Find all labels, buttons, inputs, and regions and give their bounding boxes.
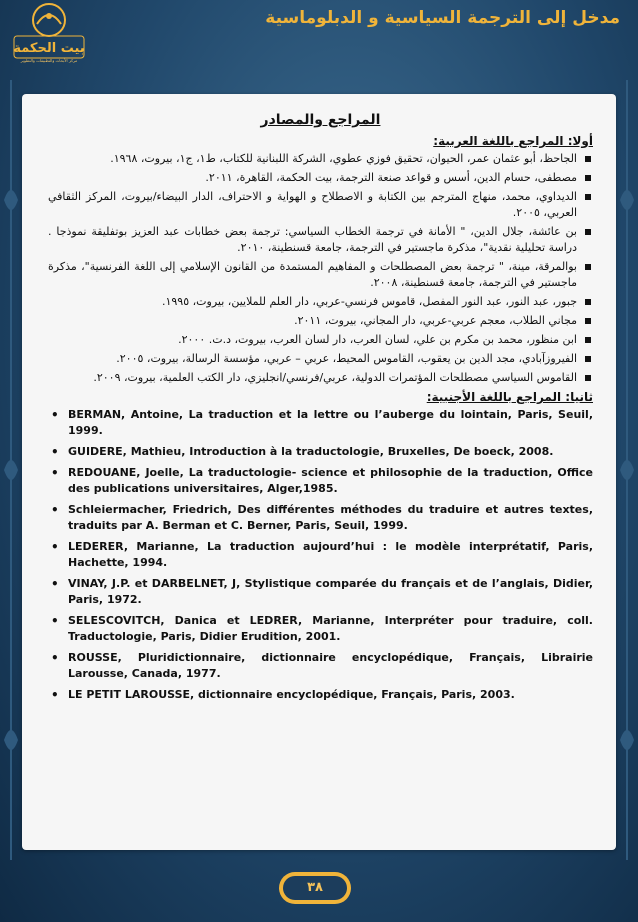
- foreign-reference-item: • Schleiermacher, Friedrich, Des différentes méthodes du traduire et autres textes, traduits par A. Berman et C. Berner, Paris, Seuil, 1999.: [48, 502, 593, 534]
- arabic-reference-item: مجاني الطلاب، معجم عربي-عربي، دار المجاني، بيروت، ٢٠١١.: [48, 313, 593, 329]
- section-title: المراجع والمصادر: [260, 112, 381, 128]
- page-number: ٣٨: [283, 876, 347, 900]
- logo-caption: مركز الأبحاث والتطبيقات والتطوير: [20, 58, 78, 63]
- document-page: [22, 94, 616, 850]
- foreign-reference-item: • ROUSSE, Pluridictionnaire, dictionnaire encyclopédique, Français, Librairie Larousse, Canada, 1977.: [48, 650, 593, 682]
- arabic-references-heading: أولا: المراجع باللغة العربية:: [433, 134, 593, 148]
- foreign-reference-item: • SELESCOVITCH, Danica et LEDRER, Marianne, Interpréter pour traduire, coll. Traductologie, Paris, Didier Erudition, 2001.: [48, 613, 593, 645]
- foreign-reference-item: • GUIDERE, Mathieu, Introduction à la traductologie, Bruxelles, De boeck, 2008.: [48, 444, 593, 460]
- foreign-reference-item: • BERMAN, Antoine, La traduction et la lettre ou l’auberge du lointain, Paris, Seuil, 1999.: [48, 407, 593, 439]
- foreign-reference-item: • REDOUANE, Joelle, La traductologie- science et philosophie de la traduction, Office des publications universitaires, Alger,1985.: [48, 465, 593, 497]
- page-number-badge: [279, 872, 351, 904]
- decorative-border-right: [616, 80, 638, 860]
- arabic-reference-item: القاموس السياسي مصطلحات المؤتمرات الدولية، عربي/فرنسي/انجليزي، دار الكتب العلمية، بيروت، ٢٠٠٩.: [48, 370, 593, 386]
- arabic-reference-item: الديداوي، محمد، منهاج المترجم بين الكتابة و الاصطلاح و الهواية و الاحتراف، الدار البيضاء/بيروت، المركز الثقافي العربي، ٢٠٠٥.: [48, 189, 593, 221]
- arabic-reference-item: مصطفى، حسام الدين، أسس و قواعد صنعة الترجمة، بيت الحكمة، القاهرة، ٢٠١١.: [48, 170, 593, 186]
- logo-text: بيت الحكمة: [13, 41, 85, 56]
- arabic-reference-item: ابن منظور، محمد بن مكرم بن علي، لسان العرب، دار لسان العرب، بيروت، د.ت. ٢٠٠٠.: [48, 332, 593, 348]
- foreign-reference-item: • LEDERER, Marianne, La traduction aujourd’hui : le modèle interprétatif, Paris, Hachette, 1994.: [48, 539, 593, 571]
- logo-emblem-icon: [6, 2, 92, 60]
- arabic-reference-item: الفيروزآبادي، مجد الدين بن يعقوب، القاموس المحيط، عربي – عربي، مؤسسة الرسالة، بيروت، ٢٠٠٥.: [48, 351, 593, 367]
- arabic-reference-item: جبور، عبد النور، عبد النور المفصل، قاموس فرنسي-عربي، دار العلم للملايين، بيروت، ١٩٩٥.: [48, 294, 593, 310]
- foreign-references-heading: ثانيا: المراجع باللغة الأجنبية:: [426, 390, 593, 404]
- foreign-references-list: [48, 407, 593, 703]
- foreign-reference-item: • LE PETIT LAROUSSE, dictionnaire encyclopédique, Français, Paris, 2003.: [48, 687, 593, 703]
- arabic-reference-item: بن عائشة، جلال الدين، " الأمانة في ترجمة الخطاب السياسي: ترجمة بعض خطابات عبد العزيز بوتفليقة نموذجا . دراسة تحليلية نقدية"، مذكرة ماجستير في الترجمة، جامعة قسنطينة، ٢٠١٠.: [48, 224, 593, 256]
- arabic-reference-item: الجاحظ، أبو عثمان عمر، الحيوان، تحقيق فوزي عطوي، الشركة اللبنانية للكتاب، ط١، ج١، بيروت، ١٩٦٨.: [48, 151, 593, 167]
- foreign-reference-item: • VINAY, J.P. et DARBELNET, J, Stylistique comparée du français et de l’anglais, Didier, Paris, 1972.: [48, 576, 593, 608]
- arabic-references-list: [48, 151, 593, 386]
- document-content: [48, 112, 593, 708]
- arabic-reference-item: بوالمرقة، مينة، " ترجمة بعض المصطلحات و المفاهيم المستمدة من القانون الإسلامي إلى اللغة الفرنسية"، مذكرة ماجستير في الترجمة، جامعة قسنطينة، ٢٠٠٨.: [48, 259, 593, 291]
- logo: [6, 2, 92, 72]
- header-title: مدخل إلى الترجمة السياسية و الدبلوماسية: [265, 8, 620, 28]
- decorative-border-left: [0, 80, 22, 860]
